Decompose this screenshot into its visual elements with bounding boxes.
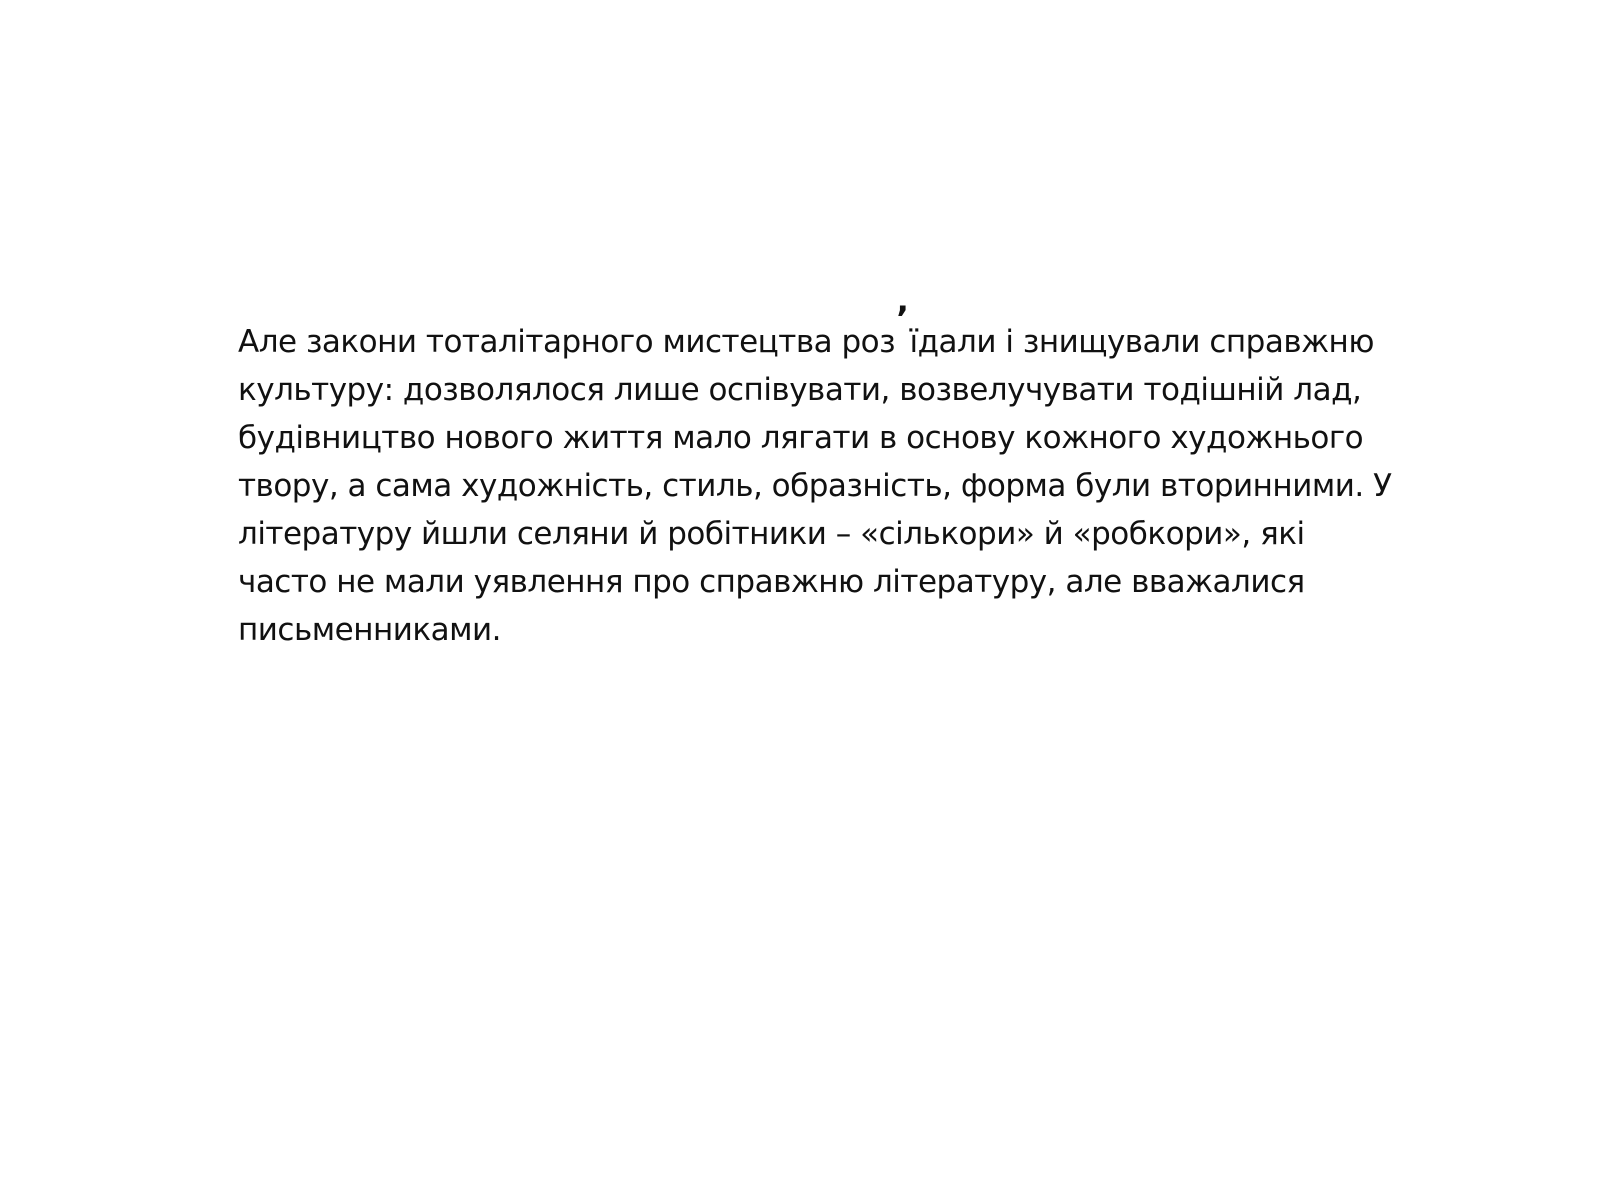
paragraph-line-4: твору, а сама художність, стиль, образність, форма були вторинними. У — [238, 468, 1392, 504]
line-1-text-after: їдали і знищували справжню — [909, 324, 1374, 360]
paragraph-line-3: будівництво нового життя мало лягати в основу кожного художнього — [238, 420, 1364, 456]
main-paragraph — [238, 299, 1478, 654]
paragraph-line-5: літературу йшли селяни й робітники – «сількори» й «робкори», які — [238, 516, 1305, 552]
paragraph-line-2: культуру: дозволялося лише оспівувати, возвелучувати тодішній лад, — [238, 372, 1362, 408]
paragraph-line-1 — [238, 299, 1478, 366]
paragraph-line-7: письменниками. — [238, 612, 501, 648]
apostrophe-mark: ’ — [896, 299, 909, 339]
line-1-text-before: Але закони тоталітарного мистецтва роз — [238, 324, 896, 360]
paragraph-line-6: часто не мали уявлення про справжню літературу, але вважалися — [238, 564, 1305, 600]
